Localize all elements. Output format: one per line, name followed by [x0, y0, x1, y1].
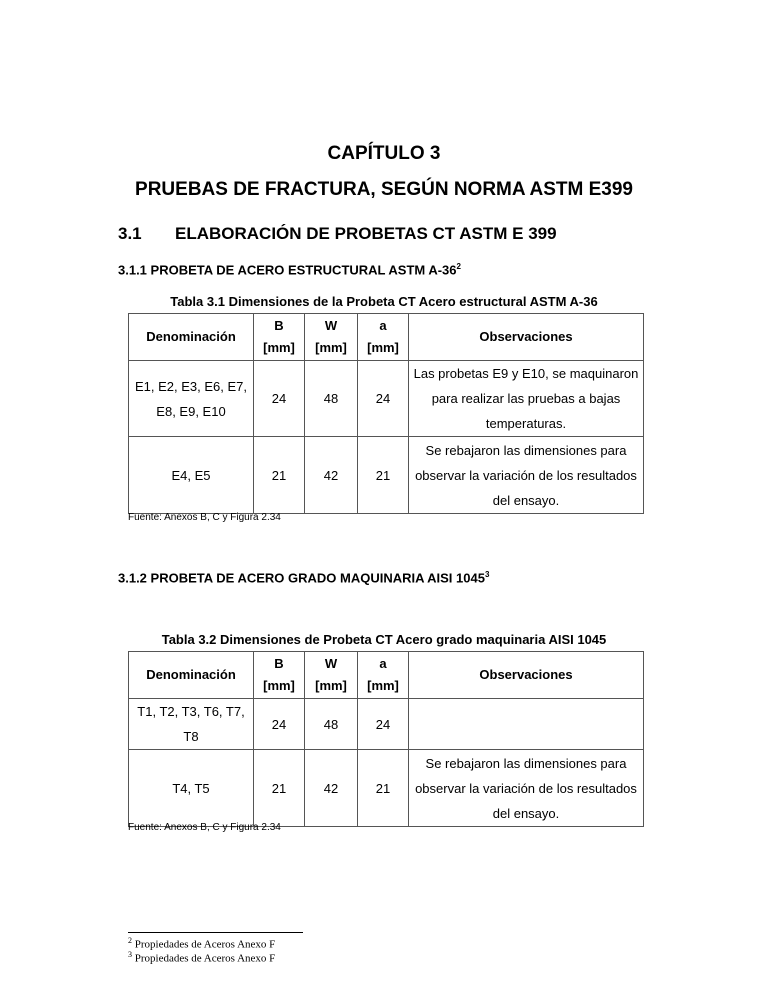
chapter-title: PRUEBAS DE FRACTURA, SEGÚN NORMA ASTM E399 — [135, 179, 633, 200]
cell-denominacion: T1, T2, T3, T6, T7, T8 — [129, 699, 254, 750]
chapter-number: CAPÍTULO 3 — [327, 143, 441, 164]
footnote: $^2$ Propiedades de Aceros Anexo F — [128, 936, 276, 951]
table-row — [129, 750, 644, 827]
table-header-row — [129, 314, 644, 361]
header-w: W [mm] — [305, 314, 358, 361]
subsection-text: 3.1.1 PROBETA DE ACERO ESTRUCTURAL ASTM A-36 — [118, 262, 457, 278]
table-source: Fuente: Anexos B, C y Figura 2.34 — [128, 512, 281, 523]
footnote-divider — [128, 932, 303, 933]
cell-w: 42 — [305, 750, 358, 827]
table-source: Fuente: Anexos B, C y Figura 2.34 — [128, 822, 281, 833]
header-a: a [mm] — [358, 652, 409, 699]
header-denominacion: Denominación — [129, 652, 254, 699]
footnote-ref: 2 — [456, 262, 461, 271]
cell-b: 24 — [254, 699, 305, 750]
header-denominacion: Denominación — [129, 314, 254, 361]
header-w: W [mm] — [305, 652, 358, 699]
cell-observaciones: Se rebajaron las dimensiones para observar la variación de los resultados del ensayo. — [409, 437, 644, 514]
table-caption: Tabla 3.1 Dimensiones de la Probeta CT Acero estructural ASTM A-36 — [170, 294, 598, 309]
subsection-title — [118, 262, 461, 277]
cell-b: 21 — [254, 750, 305, 827]
cell-observaciones: Se rebajaron las dimensiones para observar la variación de los resultados del ensayo. — [409, 750, 644, 827]
cell-w: 42 — [305, 437, 358, 514]
cell-observaciones: Las probetas E9 y E10, se maquinaron para realizar las pruebas a bajas temperaturas. — [409, 361, 644, 437]
footnote-ref: 3 — [484, 570, 490, 579]
cell-denominacion: T4, T5 — [129, 750, 254, 827]
subsection-text: 3.1.2 PROBETA DE ACERO GRADO MAQUINARIA AISI 1045 — [118, 570, 485, 586]
table-dimensions-a36 — [128, 313, 644, 514]
cell-w: 48 — [305, 361, 358, 437]
header-observaciones: Observaciones — [409, 652, 644, 699]
cell-b: 21 — [254, 437, 305, 514]
table-header-row — [129, 652, 644, 699]
cell-a: 21 — [358, 437, 409, 514]
table-row — [129, 361, 644, 437]
cell-a: 24 — [358, 361, 409, 437]
header-observaciones: Observaciones — [409, 314, 644, 361]
cell-a: 21 — [358, 750, 409, 827]
cell-observaciones — [409, 699, 644, 750]
table-row — [129, 437, 644, 514]
section-title: ELABORACIÓN DE PROBETAS CT ASTM E 399 — [175, 224, 557, 243]
cell-w: 48 — [305, 699, 358, 750]
section-number: 3.1 — [118, 224, 142, 243]
table-dimensions-aisi1045 — [128, 651, 644, 827]
header-b: B [mm] — [254, 652, 305, 699]
footnote: $^3$ Propiedades de Aceros Anexo F — [128, 950, 276, 965]
cell-b: 24 — [254, 361, 305, 437]
header-b: B [mm] — [254, 314, 305, 361]
cell-denominacion: E4, E5 — [129, 437, 254, 514]
cell-denominacion: E1, E2, E3, E6, E7, E8, E9, E10 — [129, 361, 254, 437]
subsection-title — [118, 570, 489, 585]
cell-a: 24 — [358, 699, 409, 750]
header-a: a [mm] — [358, 314, 409, 361]
table-row — [129, 699, 644, 750]
table-caption: Tabla 3.2 Dimensiones de Probeta CT Acero grado maquinaria AISI 1045 — [161, 632, 607, 647]
